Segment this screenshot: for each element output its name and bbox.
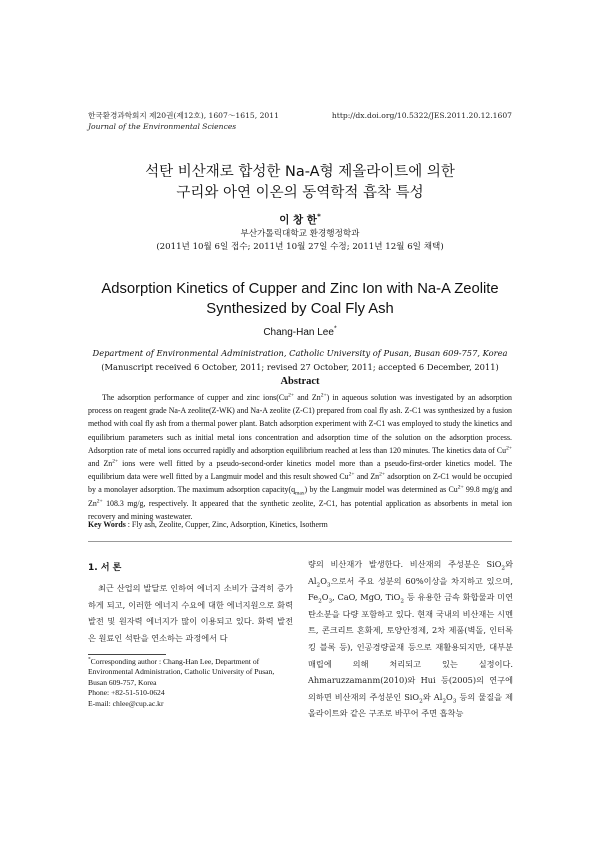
- english-title-line2: Synthesized by Coal Fly Ash: [206, 301, 394, 317]
- section-heading-introduction: 1. 서 론: [88, 563, 122, 573]
- footnote-phone: Phone: +82-51-510-0624: [88, 688, 165, 698]
- english-author: [0, 327, 600, 338]
- running-header-left: [88, 110, 279, 132]
- abstract-text: The adsorption performance of cupper and zinc $ions(Cu^{2+}$ and $Zn^{2+}$) in aqueous solution was investigated by an adsorption process on reagent grade Na-A zeolite(Z-WK) and Na-A zeolite (Z-C1) prepared from coal fly ash. Z-C1 was synthesized by a fusion method with coal fly ash from a thermal power plant. Batch adsorption experiment with Z-C1 was employed to study the kinetics and equilibrium parameters such as initial metal ions concentration and adsorption time of the solution on the adsorption process. Adsorption rate of metal ions occurred rapidly and adsorption equilibrium reached at less than 120 minutes. The kinetics data of $Cu^{2+}$ and $Zn^{2+}$ ions were well fitted by a pseudo-second-order kinetics model more than a pseudo-first-order kinetics model. The equilibrium data were well fitted by a Langmuir model and this result showed $Cu^{2+}$ and $Zn^{2+}$ adsorption on Z-C1 would be occupied by a monolayer adsorption. The maximum adsorption $capacity(q_{max})$ by the Langmuir model was determined as $Cu^{2+}$ 99.8 mg/g and $Zn^{2+}$ 108.3 mg/g, respectively. It appeared that the synthetic zeolite, Z-C1, has potential application as absorbents in metal ion recovery and mining wastewater.: [88, 392, 513, 521]
- english-affiliation-block: [0, 346, 600, 374]
- keywords: [88, 520, 512, 529]
- english-author-name: Chang-Han Lee: [263, 327, 334, 338]
- keywords-label: Key Words: [88, 520, 126, 529]
- author-asterisk-en: *: [333, 325, 337, 333]
- keywords-list: : Fly ash, Zeolite, Cupper, Zinc, Adsorption, Kinetics, Isotherm: [125, 520, 328, 529]
- korean-dates: (2011년 10월 6일 접수; 2011년 10월 27일 수정; 2011년 12월 6일 채택): [156, 242, 444, 252]
- corresponding-author-footnote: [88, 657, 293, 709]
- korean-affiliation: 부산가톨릭대학교 환경행정학과: [240, 229, 360, 239]
- abstract-heading: Abstract: [280, 376, 320, 387]
- english-affiliation: Department of Environmental Administration, Catholic University of Pusan, Busan 609-757, Korea: [92, 348, 508, 358]
- korean-title: [0, 162, 600, 204]
- author-asterisk: *: [316, 211, 321, 221]
- korean-author: [0, 212, 600, 227]
- journal-citation: 한국환경과학회지 제20권(제12호), 1607～1615, 2011: [88, 111, 279, 120]
- english-title-line1: Adsorption Kinetics of Cupper and Zinc Ion with Na-A Zeolite: [101, 281, 499, 297]
- intro-right-column: 량의 비산재가 발생한다. 비산재의 주성분은 SiO$_2$와 $Al_2O_3$으로서 주요 성분의 60%이상을 차지하고 있으며, $Fe_2O_3$, CaO, MgO, TiO$_2$ 등 유용한 금속 화합물과 미연 탄소분을 다량 포함하고 있다. 현재 국내의 비산재는 시멘트, 콘크리트 혼화제, 토양안정제, 2차 제품(벽돌, 인터록 킹 블록 등), 인공경량골재 등으로 재활용되지만, 대부분 매립에 의해 처리되고 있는 실정이다. Ahmaruzzamanm(2010)와 Hui 등(2005)의 연구에 의하면 비산재의 주성분인 SiO$_2$와 $Al_2O_3$ 등의 물질을 제올라이트와 같은 구조로 바꾸어 주면 흡착능: [308, 559, 514, 719]
- doi-link[interactable]: http://dx.doi.org/10.5322/JES.2011.20.12.1607: [331, 111, 512, 120]
- journal-name: Journal of the Environmental Sciences: [88, 122, 237, 131]
- footnote-author: *Corresponding author : Chang-Han Lee, Department of Environmental Administration, Catholic University of Pusan, Busan 609-757, Korea: [88, 656, 275, 687]
- footnote-email[interactable]: E-mail: chlee@cup.ac.kr: [88, 698, 164, 708]
- korean-title-line1: 석탄 비산재로 합성한 Na-A형 제올라이트에 의한: [145, 164, 455, 180]
- section-divider: [88, 541, 512, 542]
- korean-title-line2: 구리와 아연 이온의 동역학적 흡착 특성: [176, 185, 424, 201]
- english-dates: (Manuscript received 6 October, 2011; revised 27 October, 2011; accepted 6 December, 2011): [101, 362, 499, 372]
- footnote-divider: [88, 654, 166, 655]
- korean-affiliation-block: [0, 228, 600, 254]
- intro-left-column: 최근 산업의 발달로 인하여 에너지 소비가 급격히 증가하게 되고, 이러한 에너지 수요에 대한 에너지원으로 화력 발전 및 원자력 에너지가 많이 이용되고 있다. 화력 발전은 원료인 석탄을 연소하는 과정에서 다: [88, 583, 293, 643]
- korean-author-name: 이 창 한: [279, 214, 317, 226]
- english-title: [0, 279, 600, 319]
